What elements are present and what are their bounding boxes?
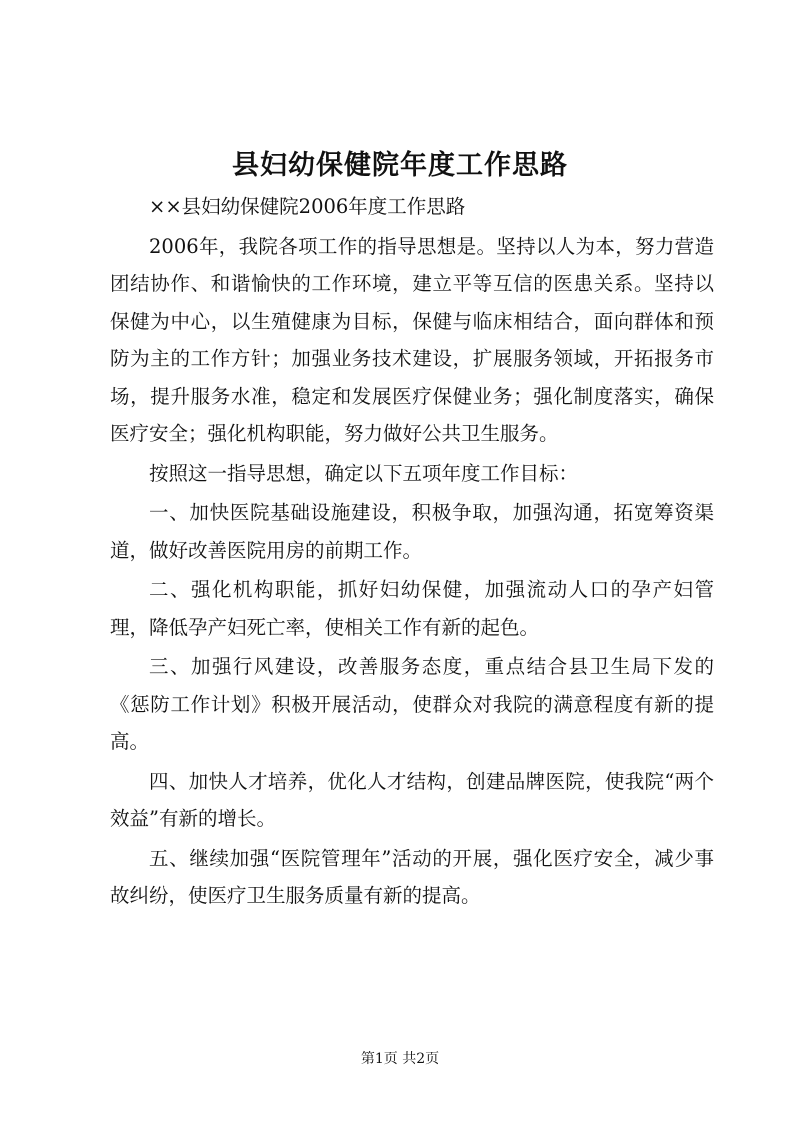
- subtitle-paragraph: ××县妇幼保健院2006年度工作思路: [149, 195, 466, 218]
- goal-three-paragraph: 三、加强行风建设，改善服务态度，重点结合县卫生局下发的《惩防工作计划》积极开展活动，使群众对我院的满意程度有新的提高。: [110, 655, 714, 753]
- page-number-footer: 第1页 共2页: [360, 1051, 440, 1067]
- goals-intro-paragraph: 按照这一指导思想，确定以下五项年度工作目标：: [149, 461, 579, 485]
- document-title: 县妇幼保健院年度工作思路: [232, 150, 568, 181]
- goal-two-paragraph: 二、强化机构职能，抓好妇幼保健，加强流动人口的孕产妇管理，降低孕产妇死亡率，使相关工作有新的起色。: [110, 578, 714, 639]
- goal-five-paragraph: 五、继续加强“医院管理年”活动的开展，强化医疗安全，减少事故纠纷，使医疗卫生服务质量有新的提高。: [110, 846, 714, 907]
- guiding-thought-paragraph: 2006年，我院各项工作的指导思想是。坚持以人为本，努力营造团结协作、和谐愉快的工作环境，建立平等互信的医患关系。坚持以保健为中心，以生殖健康为目标，保健与临床相结合，面向群体和预防为主的工作方针；加强业务技术建设，扩展服务领域，开拓报务市场，提升服务水准，稳定和发展医疗保健业务；强化制度落实，确保医疗安全；强化机构职能，努力做好公共卫生服务。: [110, 234, 714, 445]
- goal-four-paragraph: 四、加快人才培养，优化人才结构，创建品牌医院，使我院“两个效益”有新的增长。: [110, 769, 714, 830]
- document-body: [110, 188, 714, 917]
- goal-one-paragraph: 一、加快医院基础设施建设，积极争取，加强沟通，拓宽筹资渠道，做好改善医院用房的前期工作。: [110, 501, 714, 562]
